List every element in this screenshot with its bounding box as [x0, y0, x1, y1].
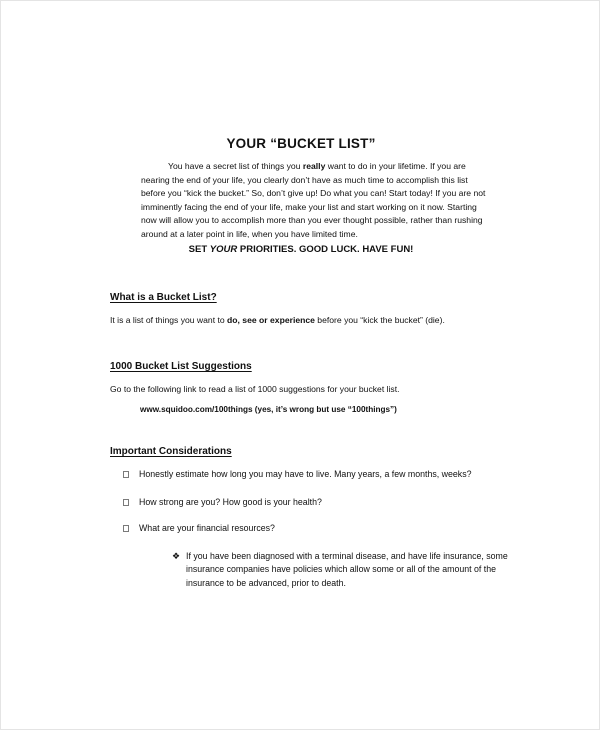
what-is-text-before: It is a list of things you want to	[110, 315, 228, 325]
sub-item-text: If you have been diagnosed with a terminal disease, and have life insurance, some insurance companies have policies which allow some or all of the amount of the insurance to be advanced, prior to death.	[186, 551, 508, 588]
page-title: YOUR “BUCKET LIST”	[226, 136, 376, 151]
what-is-text-after: before you “kick the bucket” (die).	[314, 315, 445, 325]
suggestions-text: Go to the following link to read a list of 1000 suggestions for your bucket list.	[110, 384, 400, 394]
motto-set: SET	[188, 244, 210, 255]
what-is-text-bold: do, see or experience	[227, 315, 315, 325]
intro-paragraph	[141, 160, 489, 241]
section-heading-what-is: What is a Bucket List?	[110, 292, 217, 303]
motto-your: YOUR	[209, 244, 238, 255]
checkbox-icon	[123, 471, 129, 478]
what-is-text	[110, 315, 445, 325]
intro-emphasis: really	[302, 161, 326, 171]
priorities-motto	[1, 244, 600, 255]
consideration-item-text: What are your financial resources?	[139, 523, 275, 533]
consideration-item	[123, 523, 275, 533]
motto-rest: PRIORITIES. GOOD LUCK. HAVE FUN!	[237, 244, 414, 255]
section-heading-considerations: Important Considerations	[110, 446, 232, 457]
suggestions-link[interactable]: www.squidoo.com/100things (yes, it’s wrong but use “100things”)	[140, 405, 397, 414]
consideration-item-text: Honestly estimate how long you may have to live. Many years, a few months, weeks?	[139, 469, 472, 479]
intro-text-part1: You have a secret list of things you	[168, 161, 303, 171]
consideration-item	[123, 497, 322, 507]
diamond-bullet-icon: ❖	[172, 551, 181, 561]
intro-text-part2: want to do in your lifetime. If you are nearing the end of your life, you clearly don’t have as much time to accomplish this list before you “kick the bucket.” So, don’t give up! Do what you can! Start today! If you are not imminently facing the end of your life, make your list and start working on it now. Starting now will allow you to accomplish more than you ever thought possible, rather than rushing around at a later point in life, when you have limited time.	[141, 161, 486, 239]
consideration-sub-item	[172, 550, 516, 590]
section-heading-suggestions: 1000 Bucket List Suggestions	[110, 361, 252, 372]
checkbox-icon	[123, 525, 129, 532]
checkbox-icon	[123, 499, 129, 506]
consideration-item-text: How strong are you? How good is your health?	[139, 497, 322, 507]
consideration-item	[123, 469, 471, 479]
